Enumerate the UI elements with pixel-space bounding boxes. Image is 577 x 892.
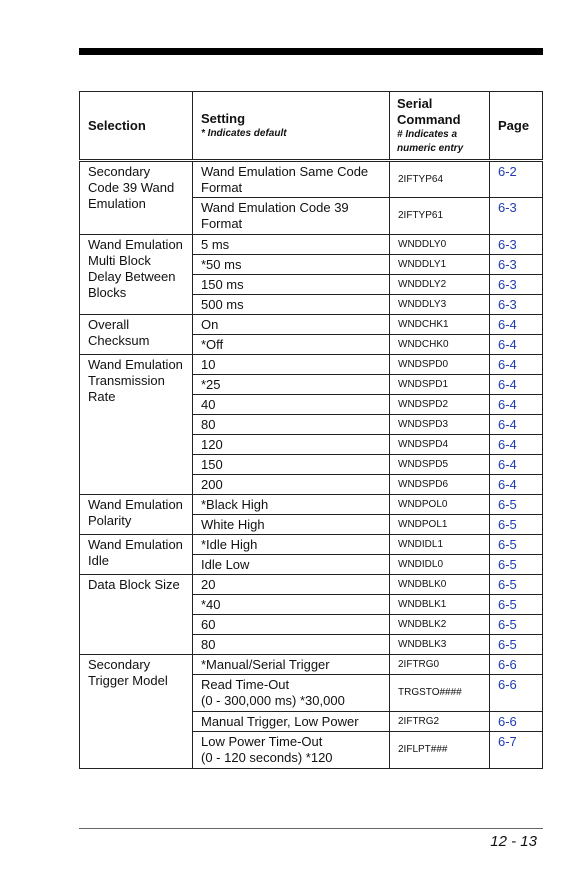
setting-cell: 5 ms [193, 235, 390, 255]
serial-command-cell: 2IFTRG2 [390, 712, 490, 732]
page-link[interactable]: 6-5 [490, 575, 543, 595]
serial-command-cell: WNDBLK3 [390, 635, 490, 655]
setting-cell: *40 [193, 595, 390, 615]
setting-cell: *Off [193, 335, 390, 355]
page-link[interactable]: 6-4 [490, 395, 543, 415]
selection-cell: Wand Emulation Polarity [80, 495, 193, 535]
page-link[interactable]: 6-4 [490, 475, 543, 495]
serial-command-cell: WNDPOL1 [390, 515, 490, 535]
page-link[interactable]: 6-4 [490, 335, 543, 355]
setting-cell: *Black High [193, 495, 390, 515]
serial-command-cell: WNDSPD2 [390, 395, 490, 415]
page-link[interactable]: 6-3 [490, 235, 543, 255]
page-link[interactable]: 6-3 [490, 295, 543, 315]
selection-cell: Secondary Code 39 Wand Emulation [80, 161, 193, 235]
serial-command-cell: WNDSPD5 [390, 455, 490, 475]
page-link[interactable]: 6-6 [490, 675, 543, 712]
setting-cell: 500 ms [193, 295, 390, 315]
table-body [80, 161, 543, 769]
serial-command-cell: WNDSPD4 [390, 435, 490, 455]
serial-command-cell: 2IFTRG0 [390, 655, 490, 675]
table-row [80, 161, 543, 198]
table-header-row [80, 92, 543, 161]
serial-command-cell: WNDSPD1 [390, 375, 490, 395]
setting-cell: 120 [193, 435, 390, 455]
serial-command-cell: WNDPOL0 [390, 495, 490, 515]
serial-command-cell: WNDDLY1 [390, 255, 490, 275]
setting-cell: Wand Emulation Code 39 Format [193, 198, 390, 235]
setting-cell: *50 ms [193, 255, 390, 275]
page-link[interactable]: 6-3 [490, 255, 543, 275]
page-link[interactable]: 6-3 [490, 275, 543, 295]
serial-command-cell: WNDIDL0 [390, 555, 490, 575]
header-selection: Selection [80, 92, 193, 161]
setting-cell: 150 ms [193, 275, 390, 295]
setting-cell: 20 [193, 575, 390, 595]
page-link[interactable]: 6-5 [490, 515, 543, 535]
page-link[interactable]: 6-4 [490, 375, 543, 395]
serial-command-cell: TRGSTO#### [390, 675, 490, 712]
setting-cell: 40 [193, 395, 390, 415]
page-link[interactable]: 6-6 [490, 712, 543, 732]
page-link[interactable]: 6-5 [490, 535, 543, 555]
setting-cell: Low Power Time-Out (0 - 120 seconds) *120 [193, 732, 390, 769]
table-row [80, 495, 543, 515]
header-setting: Setting * Indicates default [193, 92, 390, 161]
page-link[interactable]: 6-5 [490, 615, 543, 635]
serial-command-cell: WNDDLY2 [390, 275, 490, 295]
serial-command-cell: WNDSPD0 [390, 355, 490, 375]
setting-cell: Idle Low [193, 555, 390, 575]
serial-command-cell: WNDDLY0 [390, 235, 490, 255]
page-link[interactable]: 6-4 [490, 315, 543, 335]
header-serial-note-2: numeric entry [397, 142, 464, 154]
selection-cell: Secondary Trigger Model [80, 655, 193, 769]
top-rule [79, 48, 543, 55]
selection-cell: Data Block Size [80, 575, 193, 655]
table-row [80, 575, 543, 595]
table-row [80, 315, 543, 335]
setting-cell: On [193, 315, 390, 335]
serial-command-cell: WNDDLY3 [390, 295, 490, 315]
page-link[interactable]: 6-4 [490, 355, 543, 375]
header-serial-note-1: # Indicates a [397, 128, 458, 140]
serial-command-cell: WNDSPD6 [390, 475, 490, 495]
header-setting-note: * Indicates default [201, 128, 287, 139]
selection-cell: Wand Emulation Multi Block Delay Between Blocks [80, 235, 193, 315]
setting-cell: 200 [193, 475, 390, 495]
header-page: Page [490, 92, 543, 161]
page-link[interactable]: 6-3 [490, 198, 543, 235]
setting-cell: *Manual/Serial Trigger [193, 655, 390, 675]
table-row [80, 355, 543, 375]
page-link[interactable]: 6-7 [490, 732, 543, 769]
setting-cell: White High [193, 515, 390, 535]
setting-cell: *Idle High [193, 535, 390, 555]
serial-command-cell: 2IFTYP64 [390, 161, 490, 198]
setting-cell: 150 [193, 455, 390, 475]
setting-cell: Manual Trigger, Low Power [193, 712, 390, 732]
page-link[interactable]: 6-5 [490, 495, 543, 515]
page-link[interactable]: 6-4 [490, 455, 543, 475]
page-link[interactable]: 6-2 [490, 161, 543, 198]
setting-cell: *25 [193, 375, 390, 395]
serial-command-table [79, 91, 543, 769]
page-link[interactable]: 6-5 [490, 595, 543, 615]
setting-cell: 80 [193, 415, 390, 435]
page-link[interactable]: 6-4 [490, 415, 543, 435]
serial-command-cell: WNDCHK0 [390, 335, 490, 355]
bottom-rule [79, 828, 543, 829]
setting-cell: 60 [193, 615, 390, 635]
selection-cell: Wand Emulation Idle [80, 535, 193, 575]
serial-command-cell: WNDBLK0 [390, 575, 490, 595]
setting-cell: 10 [193, 355, 390, 375]
setting-cell: Wand Emulation Same Code Format [193, 161, 390, 198]
serial-command-cell: 2IFTYP61 [390, 198, 490, 235]
page-link[interactable]: 6-4 [490, 435, 543, 455]
page-link[interactable]: 6-5 [490, 555, 543, 575]
page-number: 12 - 13 [490, 833, 537, 850]
serial-command-cell: WNDIDL1 [390, 535, 490, 555]
table-row [80, 535, 543, 555]
page-link[interactable]: 6-5 [490, 635, 543, 655]
serial-command-cell: WNDSPD3 [390, 415, 490, 435]
selection-cell: Overall Checksum [80, 315, 193, 355]
selection-cell: Wand Emulation Transmission Rate [80, 355, 193, 495]
page-link[interactable]: 6-6 [490, 655, 543, 675]
table-row [80, 235, 543, 255]
serial-command-cell: WNDBLK1 [390, 595, 490, 615]
setting-cell: 80 [193, 635, 390, 655]
serial-command-cell: WNDBLK2 [390, 615, 490, 635]
table-row [80, 655, 543, 675]
header-serial-command: Serial Command # Indicates a numeric entry [390, 92, 490, 161]
serial-command-cell: WNDCHK1 [390, 315, 490, 335]
serial-command-cell: 2IFLPT### [390, 732, 490, 769]
setting-cell: Read Time-Out (0 - 300,000 ms) *30,000 [193, 675, 390, 712]
